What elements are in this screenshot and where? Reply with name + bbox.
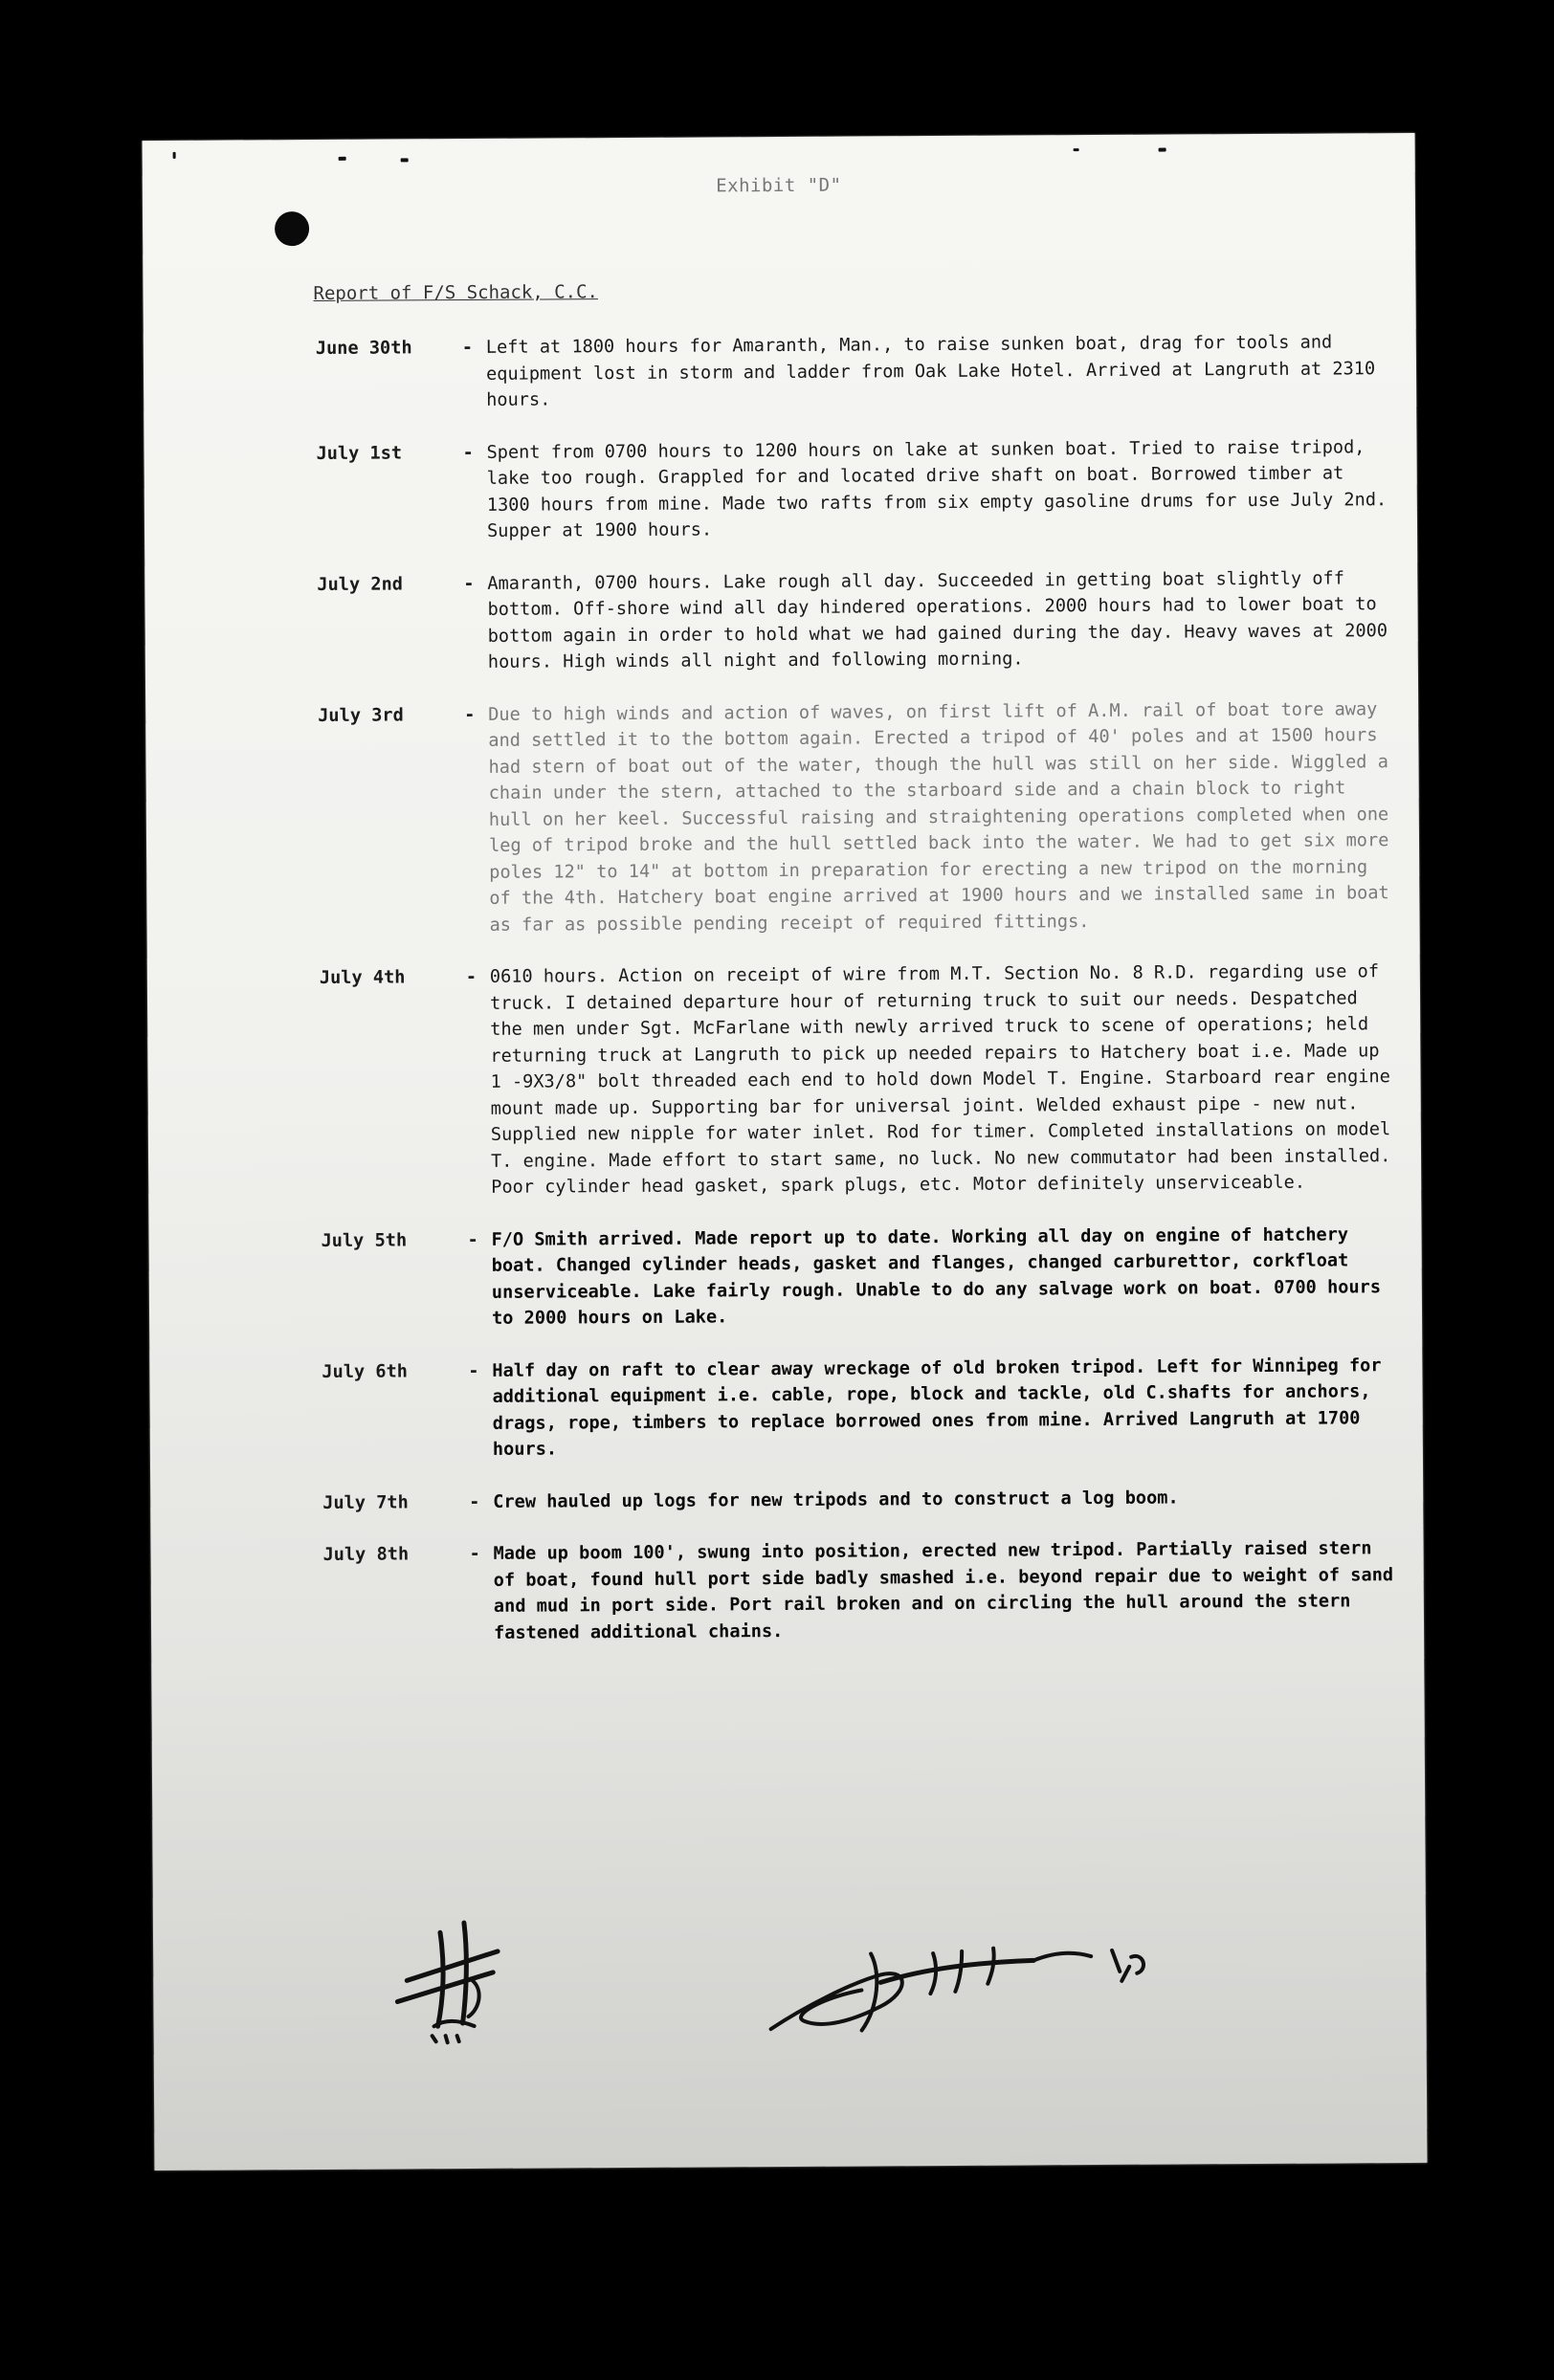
entry-july-7 xyxy=(322,1484,1394,1516)
entry-dash: - xyxy=(464,704,476,725)
entry-dash: - xyxy=(468,1360,479,1381)
entry-text: Amaranth, 0700 hours. Lake rough all day. Succeeded in getting boat slightly off bottom. Off-shore wind all day hindered operations. 2000 hours had to lower boat to bottom again in order to hold what we had gained during the day. Heavy waves at 2000 hours. High winds all night and following morning. xyxy=(487,567,1388,672)
entry-text: Crew hauled up logs for new tripods and to construct a log boom. xyxy=(493,1487,1179,1512)
initials-signature xyxy=(388,1913,513,2048)
entry-text: Made up boom 100', swung into position, erected new tripod. Partially raised stern of boat, found hull port side badly smashed i.e. beyond repair due to weight of sand and mud in port side. Port rail broken and on circling the hull around the stern fastened additional chains. xyxy=(493,1538,1394,1643)
entry-dash: - xyxy=(461,337,474,359)
entry-july-2 xyxy=(317,565,1389,677)
speck xyxy=(1074,148,1079,151)
report-entries xyxy=(316,329,1396,1673)
entry-july-6 xyxy=(322,1353,1394,1465)
entry-text: Due to high winds and action of waves, on first lift of A.M. rail of boat tore away and settled it to the bottom again. Erected a tripod of 40' poles and at 1500 hours had stern of boat out of the water, though the hull was still on her side. Wiggled a chain under the stern, attached to the starboard side and a chain block to right hull on her keel. Successful raising and straightening operations completed when one leg of tripod broke and the hull settled back into the water. We had to get six more poles 12" to 14" at bottom in preparation for erecting a new tripod on the morning of the 4th. Hatchery boat engine arrived at 1900 hours and we installed same in boat as far as possible pending receipt of required fittings. xyxy=(488,698,1389,936)
entry-date: July 1st xyxy=(316,442,403,464)
entry-text: Spent from 0700 hours to 1200 hours on lake at sunken boat. Tried to raise tripod, lake too rough. Grappled for and located drive shaft on boat. Borrowed timber at 1300 hours from mine. Made two rafts from six empty gasoline drums for use July 2nd. Supper at 1900 hours. xyxy=(486,436,1388,541)
entry-dash: - xyxy=(463,573,475,594)
entry-july-5 xyxy=(321,1222,1393,1333)
entry-dash: - xyxy=(469,1543,480,1565)
entry-dash: - xyxy=(469,1491,480,1512)
entry-dash: - xyxy=(462,442,474,463)
speck xyxy=(173,152,176,159)
entry-date: July 8th xyxy=(322,1544,410,1565)
entry-date: July 6th xyxy=(322,1360,409,1382)
entry-date: July 4th xyxy=(319,967,406,988)
entry-july-1 xyxy=(316,434,1388,546)
entry-june-30 xyxy=(316,329,1388,414)
entry-date: June 30th xyxy=(315,338,412,359)
entry-date: July 5th xyxy=(321,1229,408,1251)
entry-text: Half day on raft to clear away wreckage of old broken tripod. Left for Winnipeg for additional equipment i.e. cable, rope, block and tackle, old C.shafts for anchors, drags, rope, timbers to replace borrowed ones from mine. Arrived Langruth at 1700 hours. xyxy=(492,1355,1382,1460)
entry-dash: - xyxy=(465,966,477,988)
speck xyxy=(401,158,409,162)
officer-signature xyxy=(766,1913,1226,2050)
entry-date: July 7th xyxy=(322,1491,409,1513)
entry-july-3 xyxy=(318,696,1390,939)
entry-text: 0610 hours. Action on receipt of wire from M.T. Section No. 8 R.D. regarding use of truck. I detained departure hour of returning truck to suit our needs. Despatched the men under Sgt. McFarlane with newly arrived truck to scene of operations; held returning truck at Langruth to pick up needed repairs to Hatchery boat i.e. Made up 1 -9X3/8" bolt threaded each end to hold down Model T. Engine. Starboard rear engine mount made up. Supporting bar for universal joint. Welded exhaust pipe - new nut. Supplied new nipple for water inlet. Rod for timer. Completed installations on model T. engine. Made effort to start same, no luck. No new commutator had been installed. Poor cylinder head gasket, spark plugs, etc. Motor definitely unserviceable. xyxy=(489,961,1391,1198)
entry-text: Left at 1800 hours for Amaranth, Man., to raise sunken boat, drag for tools and equipment lost in storm and ladder from Oak Lake Hotel. Arrived at Langruth at 2310 hours. xyxy=(485,332,1376,410)
report-heading: Report of F/S Schack, C.C. xyxy=(313,281,598,304)
entry-date: July 2nd xyxy=(317,573,403,595)
speck xyxy=(339,157,346,161)
document-page xyxy=(143,133,1428,2171)
punch-hole xyxy=(275,211,309,246)
exhibit-label: Exhibit "D" xyxy=(716,174,842,197)
entry-dash: - xyxy=(467,1229,478,1250)
speck xyxy=(1159,148,1166,152)
entry-july-4 xyxy=(320,959,1392,1201)
entry-july-8 xyxy=(322,1535,1395,1647)
entry-text: F/O Smith arrived. Made report up to date. Working all day on engine of hatchery boat. Changed cylinder heads, gasket and flanges, changed carburettor, corkfloat unserviceable. Lake fairly rough. Unable to do any salvage work on boat. 0700 hours to 2000 hours on Lake. xyxy=(491,1223,1382,1329)
entry-date: July 3rd xyxy=(318,704,404,726)
